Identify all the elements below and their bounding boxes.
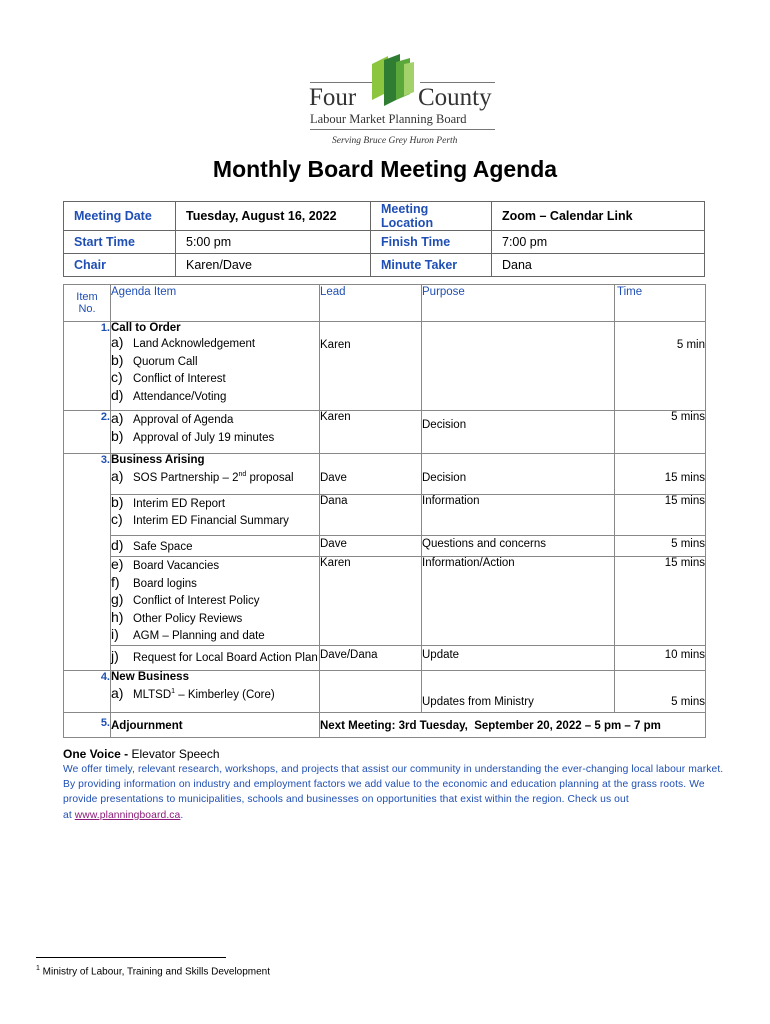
- purpose-cell: Updates from Ministry: [422, 671, 615, 713]
- header-time: [615, 285, 706, 322]
- time-cell: 15 mins: [615, 494, 706, 535]
- item-number: 3.: [64, 454, 111, 671]
- item-number: 4.: [64, 671, 111, 713]
- list-item: [111, 610, 319, 628]
- item-text: [133, 467, 294, 486]
- blurb-line: provide presentations to municipalities, schools and businesses on opportunities that exist within the region. Check us out: [63, 794, 629, 806]
- list-item: [111, 592, 319, 610]
- item-letter: a): [111, 684, 124, 701]
- item-text: Board logins: [133, 577, 197, 590]
- purpose-cell: Questions and concerns: [422, 535, 615, 557]
- time-cell: 5 min: [615, 322, 706, 411]
- item-text: Land Acknowledgement: [133, 338, 256, 350]
- lead-cell: Karen: [320, 557, 422, 646]
- item-number: 1.: [64, 322, 111, 411]
- agenda-row: [64, 671, 706, 713]
- agenda-item-cell: [111, 535, 320, 557]
- agenda-item-cell: [111, 494, 320, 535]
- lead-cell: Dave: [320, 535, 422, 557]
- blurb-suffix: .: [180, 809, 184, 821]
- one-voice-subtitle: Elevator Speech: [131, 747, 220, 761]
- header-item-no: [64, 285, 111, 322]
- header-agenda-item-label: Agenda Item: [111, 286, 177, 298]
- list-item: [111, 353, 319, 371]
- sub-row: [111, 535, 705, 557]
- item-letter: j): [111, 647, 119, 664]
- footnote-divider: [36, 957, 226, 958]
- minute-taker-value: Dana: [492, 254, 705, 277]
- item-text: Conflict of Interest Policy: [133, 595, 260, 607]
- meta-row: [64, 231, 705, 254]
- item-letter: a): [111, 334, 124, 350]
- start-time-label: Start Time: [64, 231, 176, 254]
- time-cell: 5 mins: [615, 671, 706, 713]
- header-lead: [320, 285, 422, 322]
- list-item: [111, 429, 319, 447]
- agenda-item-cell: [111, 645, 320, 670]
- agenda-header-row: [64, 285, 706, 322]
- header-lead-label: Lead: [320, 286, 346, 298]
- one-voice-label: One Voice -: [63, 747, 132, 761]
- item-text: Interim ED Financial Summary: [133, 515, 289, 527]
- item-number: 5.: [64, 713, 111, 738]
- footnote-text: Ministry of Labour, Training and Skills Development: [39, 966, 271, 978]
- list-item: [111, 335, 319, 353]
- item-letter: a): [111, 467, 124, 484]
- item-text-part: SOS Partnership – 2: [133, 471, 239, 484]
- item-letter: c): [111, 369, 123, 385]
- item-letter: h): [111, 608, 124, 625]
- item-letter: b): [111, 427, 124, 444]
- sub-row: [111, 645, 705, 670]
- next-meeting-cell: Next Meeting: 3rd Tuesday, September 20, 2022 – 5 pm – 7 pm: [320, 713, 706, 738]
- header-purpose: [422, 285, 615, 322]
- list-item: [111, 512, 319, 530]
- item-text: Approval of Agenda: [133, 414, 234, 426]
- business-arising-cell: [111, 454, 706, 671]
- blurb-line: [63, 808, 733, 823]
- meeting-info-table: [63, 201, 705, 277]
- time-cell: 15 mins: [615, 454, 706, 494]
- blurb-line: By providing information on industry and employment factors we add value to the economic and education planning at the grass roots. We: [63, 779, 705, 791]
- lead-cell: Karen: [320, 411, 422, 454]
- list-item: [111, 538, 319, 556]
- item-text: Safe Space: [133, 540, 193, 553]
- item-heading: Call to Order: [111, 322, 181, 334]
- agenda-item-cell: [111, 322, 320, 411]
- page-title: Monthly Board Meeting Agenda: [212, 156, 558, 182]
- header-purpose-label: Purpose: [422, 286, 465, 298]
- item-letter: b): [111, 493, 124, 510]
- superscript: 1: [171, 688, 176, 695]
- item-text-part: – Kimberley (Core): [175, 688, 275, 701]
- elevator-speech-text: [63, 762, 733, 823]
- lead-cell: [320, 671, 422, 713]
- superscript: nd: [238, 471, 247, 478]
- purpose-cell: Information/Action: [422, 557, 615, 646]
- chair-value: Karen/Dave: [176, 254, 371, 277]
- agenda-item-cell: [111, 411, 320, 454]
- meta-row: [64, 202, 705, 231]
- list-item: [111, 495, 319, 513]
- sub-row: [111, 454, 705, 494]
- meeting-location-value: Zoom – Calendar Link: [492, 202, 705, 231]
- item-text: [133, 684, 275, 703]
- header-no-label: No.: [78, 303, 96, 315]
- time-cell: 5 mins: [615, 411, 706, 454]
- header-agenda-item: [111, 285, 320, 322]
- meeting-date-label: Meeting Date: [64, 202, 176, 231]
- list-item: [111, 649, 319, 667]
- website-link[interactable]: www.planningboard.ca: [74, 809, 181, 821]
- sub-row: [111, 557, 705, 646]
- logo-subtitle: Labour Market Planning Board: [310, 112, 467, 126]
- list-item: [111, 575, 319, 593]
- blurb-prefix: at: [63, 809, 75, 821]
- item-letter: g): [111, 591, 124, 607]
- list-item: [111, 411, 319, 429]
- list-item: [111, 388, 319, 406]
- item-number: 2.: [64, 411, 111, 454]
- agenda-row: [64, 322, 706, 411]
- start-time-value: 5:00 pm: [176, 231, 371, 254]
- purpose-cell: Update: [422, 645, 615, 670]
- meta-row: [64, 254, 705, 277]
- item-text: Approval of July 19 minutes: [133, 431, 275, 444]
- meeting-date-value: Tuesday, August 16, 2022: [176, 202, 371, 231]
- list-item: [111, 370, 319, 388]
- finish-time-value: 7:00 pm: [492, 231, 705, 254]
- agenda-item-cell: [111, 557, 320, 646]
- agenda-table: [63, 284, 706, 738]
- item-letter: f): [111, 573, 120, 590]
- item-letter: i): [111, 626, 119, 642]
- business-arising-subtable: [111, 454, 705, 670]
- footnote: [36, 965, 270, 977]
- item-text: Request for Local Board Action Plan: [133, 651, 318, 664]
- item-text: Board Vacancies: [133, 560, 220, 572]
- header-item-label: Item: [76, 291, 98, 303]
- lead-cell: Dana: [320, 494, 422, 535]
- item-text: Quorum Call: [133, 355, 198, 368]
- item-letter: b): [111, 351, 124, 368]
- list-item: [111, 467, 319, 486]
- logo-word-four: Four: [309, 84, 357, 111]
- adjournment-cell: Adjournment: [111, 713, 320, 738]
- item-text: Interim ED Report: [133, 497, 226, 510]
- item-letter: d): [111, 386, 124, 403]
- item-text-part: MLTSD: [133, 688, 172, 701]
- purpose-cell: Decision: [422, 454, 615, 494]
- item-heading: New Business: [111, 671, 189, 683]
- agenda-row: [64, 713, 706, 738]
- logo-word-county: County: [418, 84, 492, 111]
- minute-taker-label: Minute Taker: [371, 254, 492, 277]
- item-text: Conflict of Interest: [133, 373, 226, 385]
- header-time-label: Time: [617, 286, 643, 298]
- purpose-cell: [422, 322, 615, 411]
- agenda-item-cell: [111, 671, 320, 713]
- lead-cell: Dave/Dana: [320, 645, 422, 670]
- item-text: AGM – Planning and date: [133, 630, 265, 642]
- item-letter: e): [111, 556, 124, 572]
- list-item: [111, 627, 319, 645]
- item-text-part: proposal: [246, 471, 294, 484]
- list-item: [111, 557, 319, 575]
- agenda-row: [64, 454, 706, 671]
- lead-cell: Dave: [320, 454, 422, 494]
- finish-time-label: Finish Time: [371, 231, 492, 254]
- meeting-location-label: Meeting Location: [371, 202, 492, 231]
- footnote-mark: 1: [36, 965, 40, 972]
- purpose-cell: Decision: [422, 411, 615, 454]
- item-text: Attendance/Voting: [133, 390, 227, 403]
- logo-tagline: Serving Bruce Grey Huron Perth: [332, 136, 458, 146]
- sub-row: [111, 494, 705, 535]
- time-cell: 10 mins: [664, 648, 705, 661]
- agenda-row: [64, 411, 706, 454]
- item-letter: c): [111, 511, 123, 527]
- agenda-item-cell: [111, 454, 320, 494]
- item-letter: a): [111, 410, 124, 426]
- purpose-cell: Information: [422, 494, 615, 535]
- item-letter: d): [111, 536, 124, 553]
- logo-mark-icon: [370, 52, 416, 108]
- chair-label: Chair: [64, 254, 176, 277]
- one-voice-heading: [63, 747, 220, 761]
- four-county-logo: [300, 50, 510, 150]
- time-cell: 5 mins: [615, 535, 706, 557]
- time-cell: 15 mins: [615, 557, 706, 646]
- lead-cell: Karen: [320, 322, 422, 411]
- item-heading: Business Arising: [111, 454, 205, 466]
- list-item: [111, 684, 319, 703]
- item-text: Other Policy Reviews: [133, 612, 243, 625]
- blurb-line: We offer timely, relevant research, workshops, and projects that assist our community in understanding the ever-changing local labour market.: [63, 764, 724, 775]
